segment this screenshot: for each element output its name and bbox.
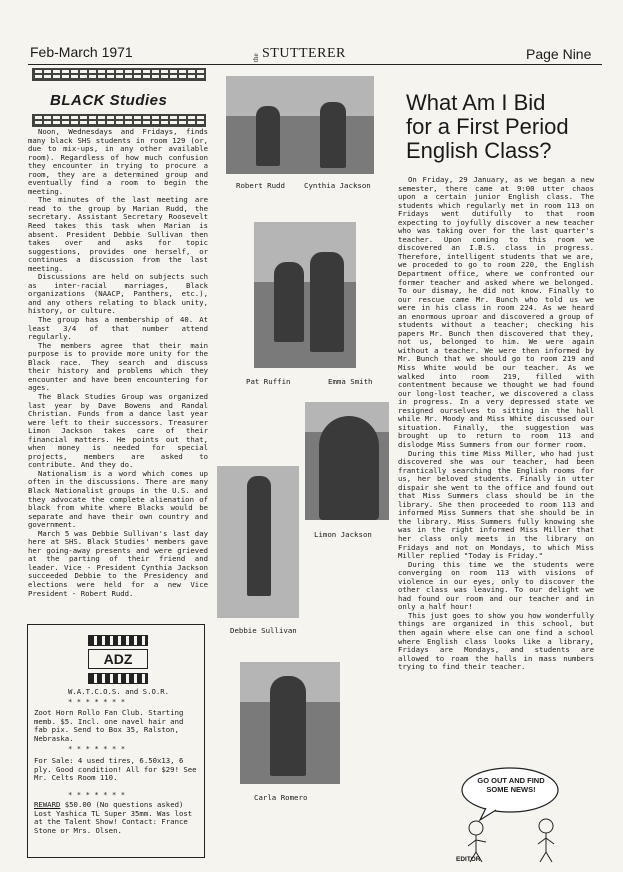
paragraph: The members agree that their main purpose is to provide more unity for the Black race. They search and discuss their history and problems which they encounter and have been encountering for ages. [28,340,208,393]
photo-pat-emma [254,222,356,368]
caption-cynthia-jackson: Cynthia Jackson [304,181,371,190]
cartoon-editor-label: EDITOR [456,856,481,863]
reward-text: $50.00 (No questions asked) Lost Yashica TL Super 35mm. Was lost at the Talent Show! Contact: France Stone or Mrs. Olsen. [34,800,193,835]
caption-carla-romero: Carla Romero [254,793,308,802]
black-studies-article [28,128,208,608]
caption-limon-jackson: Limon Jackson [314,530,372,539]
article-headline-2: for a First Period [406,114,569,139]
adz-subtitle: W.A.T.C.O.S. and S.O.R. [68,687,170,696]
stars-divider: * * * * * * * [68,744,126,753]
stars-divider: * * * * * * * [68,790,126,799]
editor-cartoon [446,762,570,866]
article-headline-3: English Class? [406,138,552,163]
photo-limon-jackson [305,402,389,520]
paragraph: This just goes to show you how wonderfully things are organized in this school, but then again where else can one find a school where English class looks like a library, Fridays are Mondays, and students are allowed to roam the halls in mass numbers trying to find their teacher. [398,610,594,672]
reward-label: REWARD [34,800,61,809]
paragraph: On Friday, 29 January, as we began a new semester, there came at 9:00 utter chaos upon a certain junior English class. The students which regularly met in room 113 on Fridays went dutifully to that room expecting to joyfully discover a new teacher who was taking over for the last quarter's teacher. Upon coming to this room we discovered an I.B.S. class in progress. Therefore, intelligent students that we are, we proceded to go to room 220, the English Department office, where we confronted our former teacher and asked where we belonged. To our dismay, he did not know. Finally to our rescue came Mr. Bunch who told us we were in his class in room 224. As we heard an enormous uproar and discovered a group of students without a teacher; checking his papers Mr. Bunch then discovered that they, not us, belonged to him. We were again without a teacher. We were then informed by Mr. Bunch that we should go to room 219 and Miss White would be our teacher. As we walked into room 219, filled with contentment because we thought we had found our long-lost teacher, we discovered a class in progress. In a very depressed state we resigned ourselves to sitting in the hall while Mr. Moody and Miss White discussed our situation. Finally, the suggestion was brought up to return to room 113 and dislodge Miss Summers from our former room. [398,176,594,449]
photo-carla-romero [240,662,340,784]
ad-item: For Sale: 4 used tires, 6.50x13, 6 ply. Good condition! All for $29! See Mr. Celts Room 110. [34,756,197,782]
caption-robert-rudd: Robert Rudd [236,181,285,190]
ad-item: Zoot Horn Rollo Fan Club. Starting memb. $5. Incl. one navel hair and fab pix. Send to Box 35, Ralston, Nebraska. [34,708,184,743]
ad-reward [34,801,198,835]
paragraph: March 5 was Debbie Sullivan's last day here at SHS. Black Studies' members gave her going-away presents and were grieved at the parting of their friend and leader. Vice - President Cynthia Jackson succeeded Debbie to the Presidency and elections were held for a new Vice President - Robert Rudd. [28,528,208,598]
paragraph: Discussions are held on subjects such as inter-racial marriages, Black organizations (NAACP, Panthers, etc.), and any others relating to black unity, history, or culture. [28,272,208,316]
paragraph: Noon, Wednesdays and Fridays, finds many black SHS students in room 129 (or, due to mix-ups, in any other available room). Regardless of how much confusion they encounter in trying to procure a room, they are a determined group and eventually find a room to begin the meeting. [28,128,208,196]
greek-border-bottom [32,114,206,127]
cartoon-bubble-text: GO OUT AND FIND SOME NEWS! [477,776,545,794]
paragraph: Nationalism is a word which comes up often in the discussions. There are many Black Nationalist groups in the U.S. and they advocate the complete alienation of black from white where Blacks would be separate and have their own country and government. [28,468,208,530]
adz-box [27,624,205,858]
masthead-the: the [252,53,260,62]
greek-border-top [32,68,206,81]
ornament-top [88,635,148,646]
paragraph: The minutes of the last meeting are read to the group by Marian Rudd, the secretary. Assistant Secretary Roosevelt Reed takes this task when Marian is absent. President Debbie Sullivan then takes over and asks for topic suggestions, provides one herself, or continues a discussion from the last meeting. [28,195,208,273]
caption-pat-ruffin: Pat Ruffin [246,377,291,386]
adz-title: ADZ [88,649,148,669]
issue-date: Feb-March 1971 [30,44,133,60]
page-number: Page Nine [526,46,592,62]
paragraph: The group has a membership of 40. At least 3/4 of that number attend regularly. [28,315,208,342]
article-headline-1: What Am I Bid [406,90,546,115]
paragraph: The Black Studies Group was organized last year by Dave Bowens and Randal Christian. Funds from a dance last year were left to their successors. Treasurer Limon Jackson takes care of their financial matters. He points out that, when money is needed for special projects, members are asked to contribute. And they do. [28,391,208,470]
photo-robert-cynthia [226,76,374,174]
stars-divider: * * * * * * * [68,697,126,706]
paragraph: During this time Miss Miller, who had just discovered she was our teacher, had been frantically searching the English rooms for us, her beloved students. Finally in utter dispair she went to the office and found out that Miss Summers class should be in the library. She then proceeded to room 113 and informed Miss Summers that she should be in the library. Miss Summers fully knowing she was in the right informed Miss Miller that her class only meets in the library on Fridays and not on Mondays, to which Miss Miller replied "Today is Friday." [398,448,594,561]
caption-debbie-sullivan: Debbie Sullivan [230,626,297,635]
ornament-bottom [88,673,148,684]
photo-debbie-sullivan [217,466,299,618]
masthead: STUTTERER [262,46,346,61]
black-studies-title: BLACK Studies [50,92,168,109]
paragraph: During this time we the students were converging on room 113 with visions of violence in our eyes, only to discover the other class was leaving. To our delight we had found our room and our teacher and in only a half hour! [398,559,594,612]
header-rule [28,64,602,65]
caption-emma-smith: Emma Smith [328,377,373,386]
english-class-article [398,176,594,760]
